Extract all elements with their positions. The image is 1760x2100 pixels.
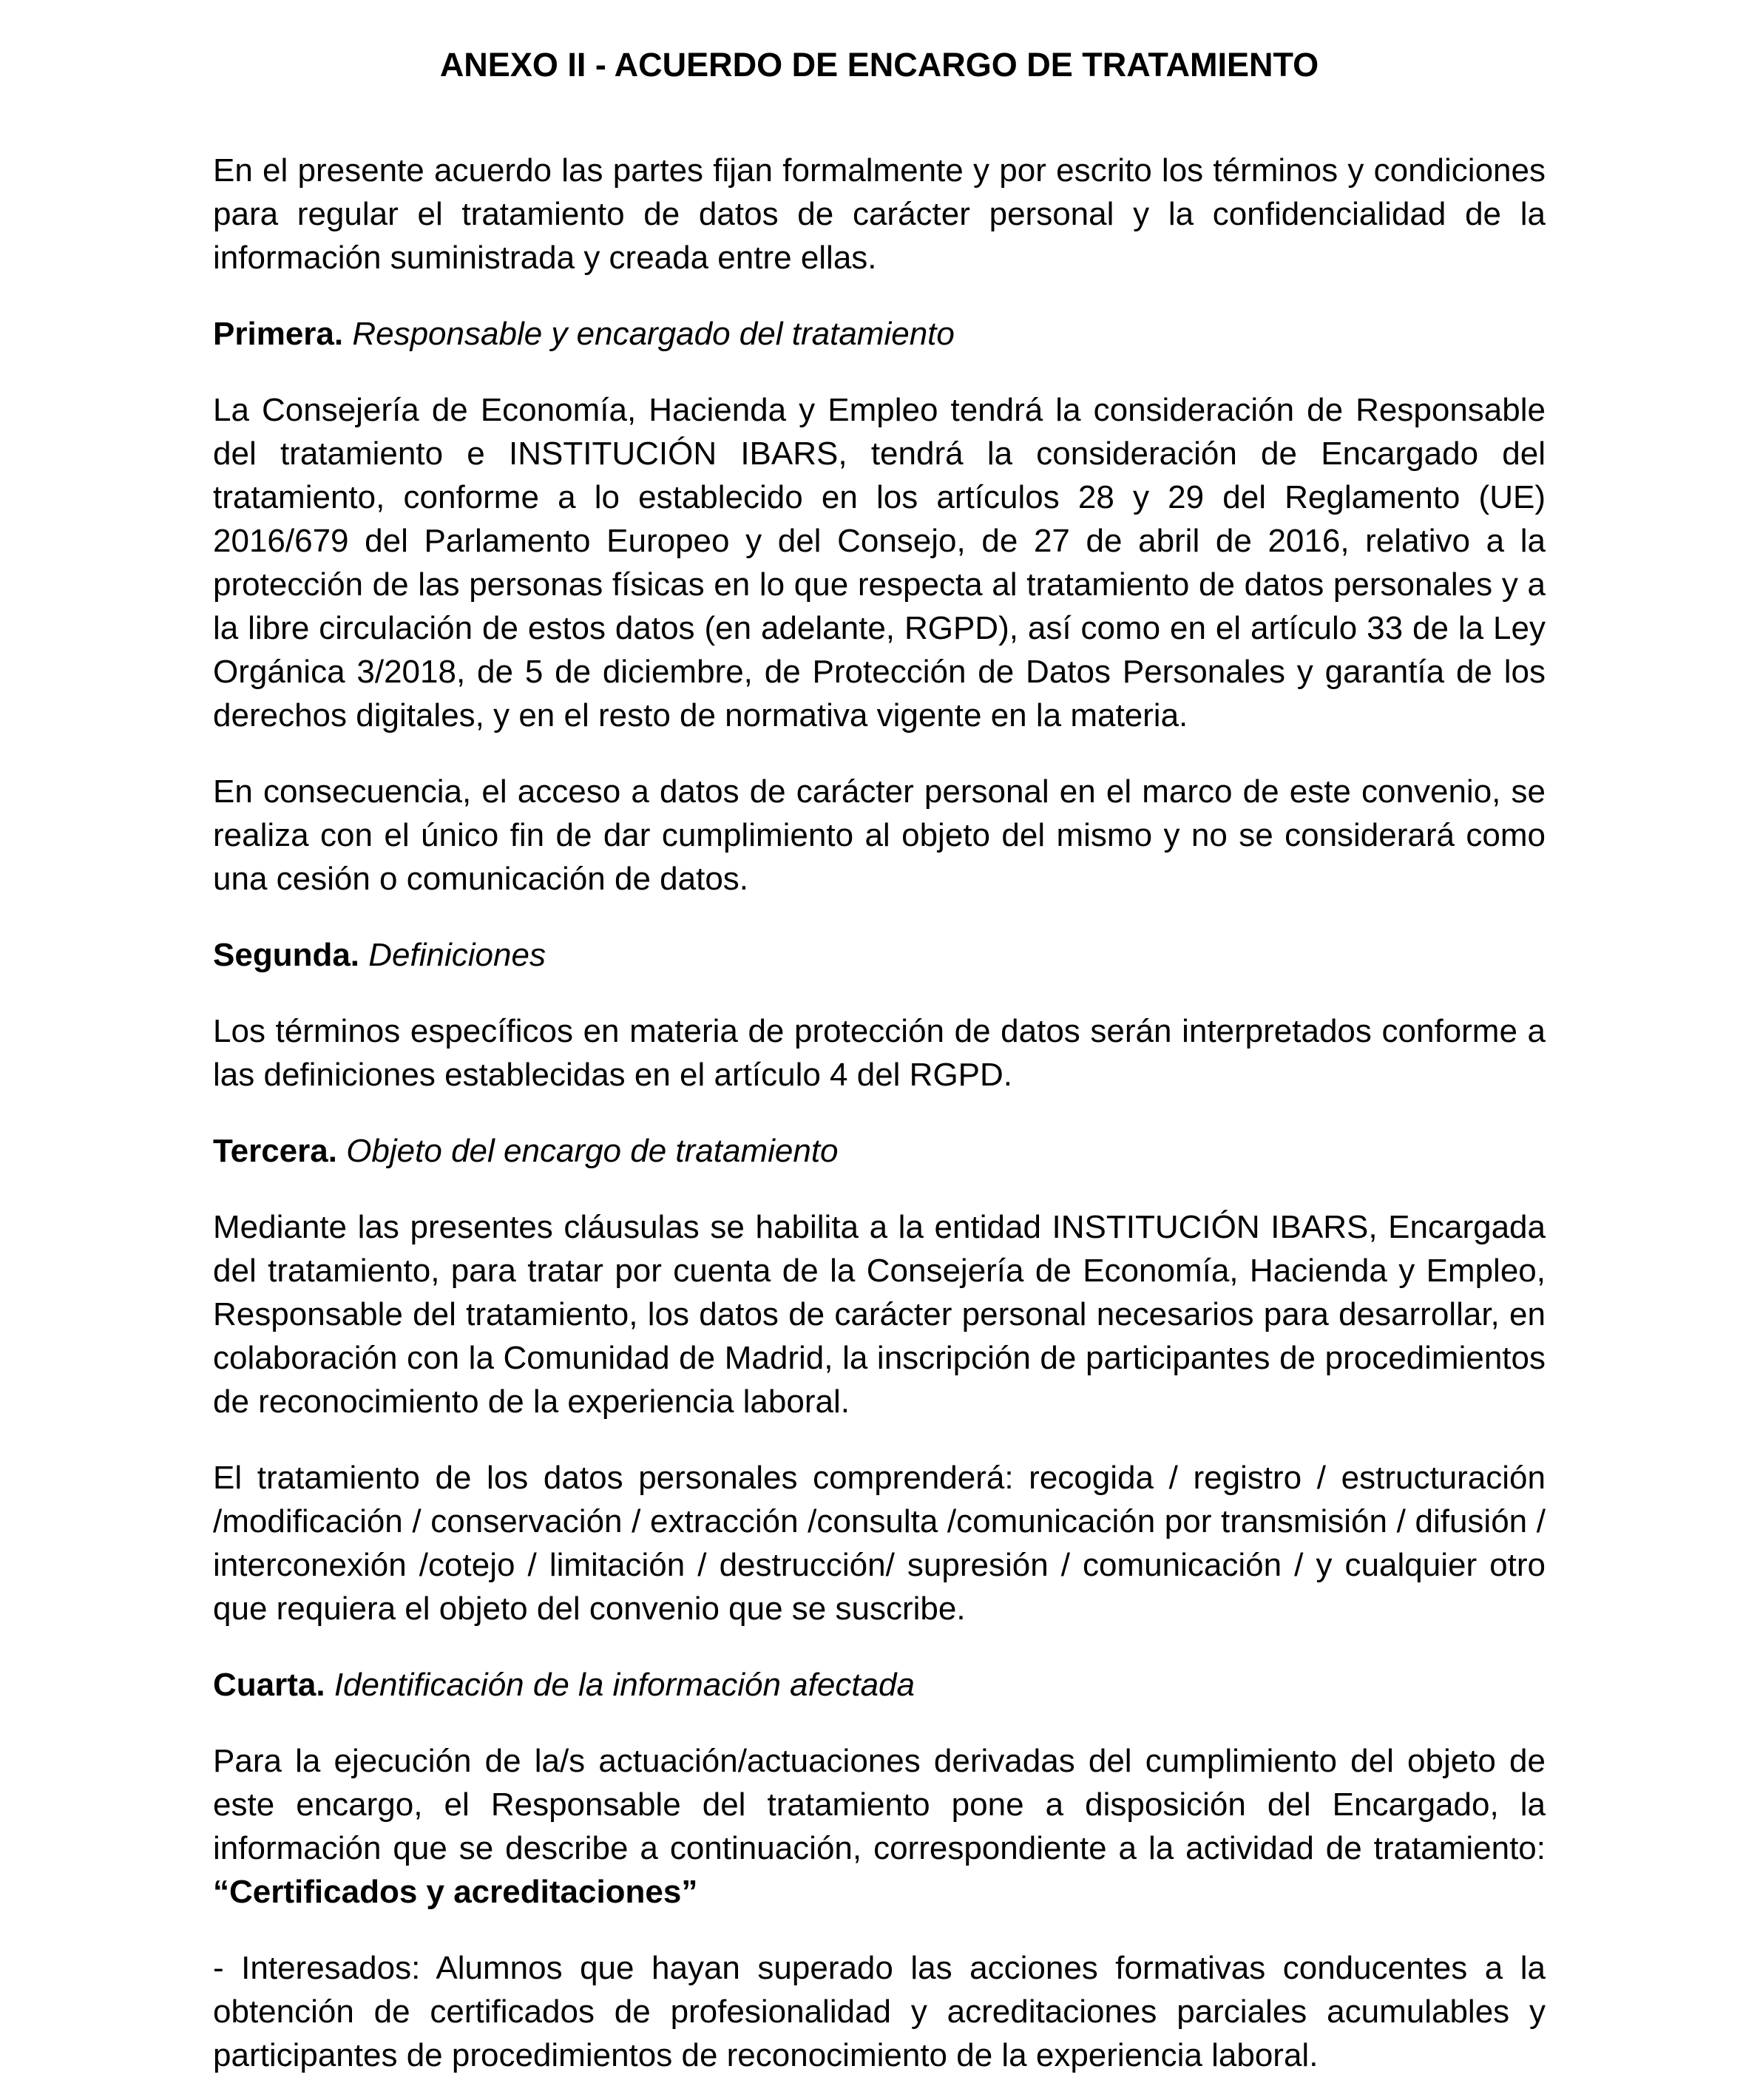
- activity-name-bold: “Certificados y acreditaciones”: [213, 1874, 698, 1910]
- section-number-cuarta: Cuarta.: [213, 1667, 325, 1703]
- paragraph-interesados: - Interesados: Alumnos que hayan superado las acciones formativas conducentes a la obtención de certificados de profesionalidad y acreditaciones parciales acumulables y participantes de procedimientos de reconocimiento de la experiencia laboral.: [213, 1950, 1546, 2073]
- section-heading-segunda: [213, 933, 1546, 977]
- paragraph-consecuencia: En consecuencia, el acceso a datos de carácter personal en el marco de este convenio, se realiza con el único fin de dar cumplimiento al objeto del mismo y no se considerará como una cesión o comunicación de datos.: [213, 773, 1546, 897]
- paragraph-responsable: La Consejería de Economía, Hacienda y Empleo tendrá la consideración de Responsable del tratamiento e INSTITUCIÓN IBARS, tendrá la consideración de Encargado del tratamiento, conforme a lo establecido en los artículos 28 y 29 del Reglamento (UE) 2016/679 del Parlamento Europeo y del Consejo, de 27 de abril de 2016, relativo a la protección de las personas físicas en lo que respecta al tratamiento de datos personales y a la libre circulación de estos datos (en adelante, RGPD), así como en el artículo 33 de la Ley Orgánica 3/2018, de 5 de diciembre, de Protección de Datos Personales y garantía de los derechos digitales, y en el resto de normativa vigente en la materia.: [213, 392, 1546, 734]
- section-number-tercera: Tercera.: [213, 1133, 337, 1169]
- section-title-segunda: Definiciones: [368, 937, 546, 973]
- section-heading-tercera: [213, 1129, 1546, 1173]
- section-heading-cuarta: [213, 1663, 1546, 1707]
- paragraph-definiciones: Los términos específicos en materia de protección de datos serán interpretados conforme a las definiciones establecidas en el artículo 4 del RGPD.: [213, 1013, 1546, 1093]
- paragraph-tratamiento-operaciones: El tratamiento de los datos personales comprenderá: recogida / registro / estructuración /modificación / conservación / extracción /consulta /comunicación por transmisión / difusión / interconexión /cotejo / limitación / destrucción/ supresión / comunicación / y cualquier otro que requiera el objeto del convenio que se suscribe.: [213, 1460, 1546, 1627]
- section-heading-primera: [213, 312, 1546, 356]
- section-title-primera: Responsable y encargado del tratamiento: [352, 316, 955, 352]
- section-title-tercera: Objeto del encargo de tratamiento: [346, 1133, 839, 1169]
- paragraph-identificacion-lead: Para la ejecución de la/s actuación/actuaciones derivadas del cumplimiento del objeto de este encargo, el Responsable del tratamiento pone a disposición del Encargado, la información que se describe a continuación, correspondiente a la actividad de tratamiento:: [213, 1743, 1546, 1866]
- document-title: ANEXO II - ACUERDO DE ENCARGO DE TRATAMIENTO: [439, 46, 1319, 84]
- intro-paragraph: En el presente acuerdo las partes fijan formalmente y por escrito los términos y condiciones para regular el tratamiento de datos de carácter personal y la confidencialidad de la información suministrada y creada entre ellas.: [213, 152, 1546, 276]
- section-number-segunda: Segunda.: [213, 937, 360, 973]
- paragraph-objeto: Mediante las presentes cláusulas se habilita a la entidad INSTITUCIÓN IBARS, Encargada del tratamiento, para tratar por cuenta de la Consejería de Economía, Hacienda y Empleo, Responsable del tratamiento, los datos de carácter personal necesarios para desarrollar, en colaboración con la Comunidad de Madrid, la inscripción de participantes de procedimientos de reconocimiento de la experiencia laboral.: [213, 1209, 1546, 1420]
- section-title-cuarta: Identificación de la información afectada: [334, 1667, 915, 1703]
- paragraph-identificacion: [213, 1739, 1546, 1914]
- section-number-primera: Primera.: [213, 316, 344, 352]
